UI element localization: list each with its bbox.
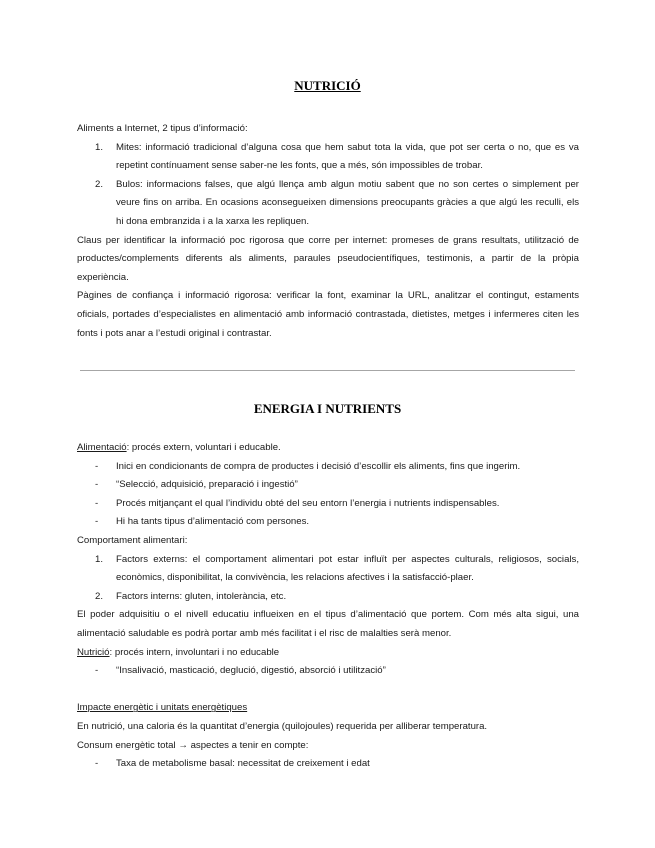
bullet-item xyxy=(77,662,579,681)
definition-text: : procés intern, involuntari i no educable xyxy=(109,646,280,658)
bullet-dash: - xyxy=(95,758,99,770)
bullet-text: “Selecció, adquisició, preparació i ingestió” xyxy=(116,479,298,491)
paragraph-pagines: Pàgines de confiança i informació rigorosa: verificar la font, examinar la URL, analitzar el contingut, estaments oficials, portades d’especialistes en alimentació amb informació contrastada, dietistes, metges i infermeres citen les fonts i pots anar a l’estudi original i contrastar. xyxy=(77,290,579,339)
bullet-text: Inici en condicionants de compra de productes i decisió d’escollir els aliments, fins que ingerim. xyxy=(116,460,521,472)
list-marker: 1. xyxy=(95,141,104,153)
list-item-text: Bulos: informacions falses, que algú llença amb algun motiu sabent que no son certes o simplement per veure fins on arriba. En ocasions aconsegueixen dimensions preocupants gràcies a que algú les reculli, els hi dona embranzida i a la xarxa les repliquen. xyxy=(116,178,579,227)
section-title-nutricio: NUTRICIÓ xyxy=(294,78,361,93)
term-nutricio: Nutrició xyxy=(77,646,110,658)
list-item-text: Factors externs: el comportament alimentari pot estar influït per aspectes culturals, religiosos, socials, econòmics, disponibilitat, la convivència, les relacions afectives i la satisfacció-plaer. xyxy=(116,553,579,584)
list-item xyxy=(77,551,579,588)
list-item-text: Factors interns: gluten, intolerància, etc. xyxy=(116,590,287,602)
section-nutricio-body xyxy=(77,120,579,343)
list-item xyxy=(77,588,579,607)
list-item-text: Mites: informació tradicional d’alguna cosa que hem sabut tota la vida, que pot ser certa o no, que es va repetint contínuament sense saber-ne les fonts, que a més, són impossibles de trobar. xyxy=(116,141,579,172)
list-item xyxy=(77,139,579,176)
spacer xyxy=(77,681,579,700)
bullet-dash: - xyxy=(95,516,99,528)
bullet-text: Procés mitjançant el qual l’individu obté del seu entorn l’energia i nutrients indispensables. xyxy=(116,497,500,509)
subheading-text: Impacte energètic i unitats energètiques xyxy=(77,702,248,714)
list-item xyxy=(77,176,579,232)
comportament-label: Comportament alimentari: xyxy=(77,534,188,546)
caloria-line: En nutrició, una caloria és la quantitat d’energia (quilojoules) requerida per alliberar temperatura. xyxy=(77,720,488,732)
bullet-dash: - xyxy=(95,665,99,677)
bullet-item xyxy=(77,755,579,774)
term-alimentacio: Alimentació xyxy=(77,442,127,453)
list-marker: 2. xyxy=(95,178,104,190)
bullet-item xyxy=(77,513,579,532)
consum-line: Consum energètic total → aspectes a tenir en compte: xyxy=(77,739,309,751)
subheading-impacte xyxy=(77,699,579,718)
bullet-dash: - xyxy=(95,479,99,491)
list-marker: 1. xyxy=(95,553,104,565)
intro-line: Aliments a Internet, 2 tipus d’informació: xyxy=(77,123,248,134)
bullet-dash: - xyxy=(95,460,99,472)
definition-nutricio xyxy=(77,644,579,663)
bullet-item xyxy=(77,495,579,514)
definition-alimentacio xyxy=(77,439,579,458)
horizontal-divider xyxy=(80,370,575,371)
list-marker: 2. xyxy=(95,590,104,602)
paragraph-poder: El poder adquisitiu o el nivell educatiu influeixen en el tipus d’alimentació que portem. Com més alta sigui, una alimentació saludable es podrà portar amb més facilitat i el risc de malalties serà menor. xyxy=(77,609,579,639)
bullet-text: Taxa de metabolisme basal: necessitat de creixement i edat xyxy=(116,758,370,770)
definition-text: : procés extern, voluntari i educable. xyxy=(126,442,281,453)
bullet-text: Hi ha tants tipus d’alimentació com persones. xyxy=(116,516,310,528)
bullet-item xyxy=(77,458,579,477)
bullet-text: “Insalivació, masticació, deglució, digestió, absorció i utilització” xyxy=(116,665,386,677)
bullet-dash: - xyxy=(95,497,99,509)
paragraph-claus: Claus per identificar la informació poc rigorosa que corre per internet: promeses de grans resultats, utilització de productes/complements diferents als aliments, paraules pseudocientífiques, testimonis, a partir de la pròpia experiència. xyxy=(77,234,579,283)
bullet-item xyxy=(77,476,579,495)
section-energia-body xyxy=(77,439,579,774)
section-title-energia: ENERGIA I NUTRIENTS xyxy=(253,401,402,416)
